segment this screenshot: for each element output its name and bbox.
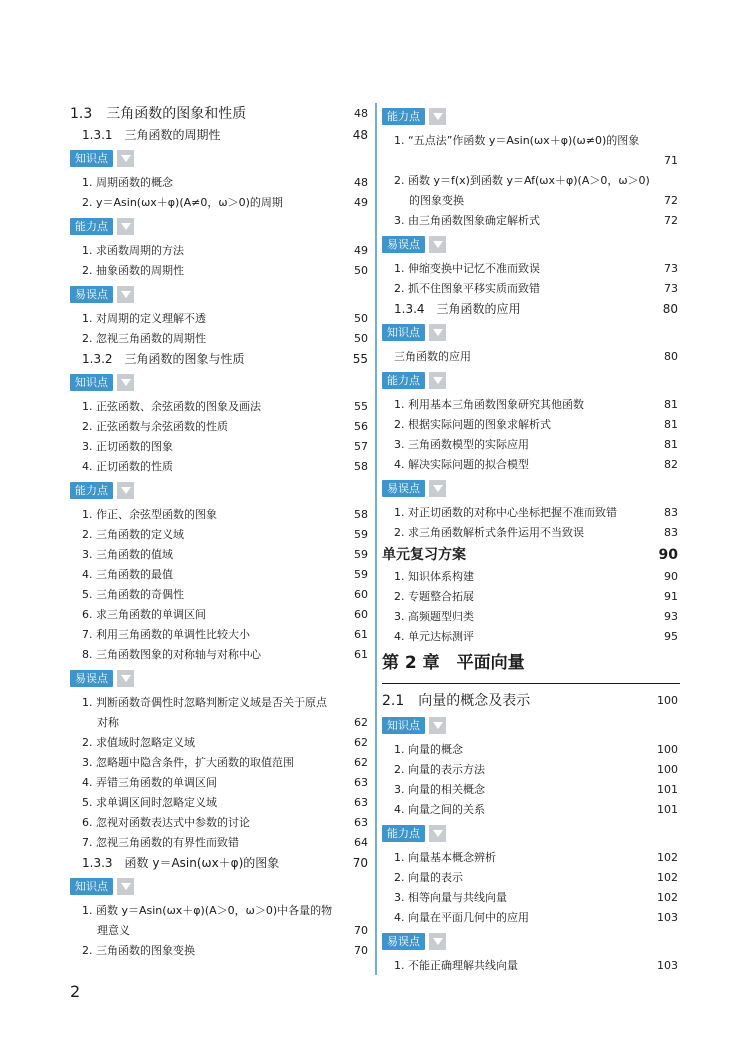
toc-entry-title: 4. 向量之间的关系 — [394, 803, 485, 816]
toc-entry-page: 100 — [657, 763, 678, 776]
toc-entry-page: 50 — [354, 312, 368, 325]
unit-heading[interactable] — [382, 543, 680, 567]
toc-entry-title: 4. 正切函数的性质 — [82, 460, 173, 473]
toc-entry[interactable] — [70, 605, 370, 625]
chapter-heading[interactable] — [382, 647, 680, 679]
toc-entry[interactable] — [382, 395, 680, 415]
toc-entry-page: 50 — [354, 264, 368, 277]
toc-entry-title: 4. 弄错三角函数的单调区间 — [82, 776, 217, 789]
section-tag-label: 易误点 — [382, 933, 425, 950]
toc-entry-page: 59 — [354, 568, 368, 581]
toc-entry-title: 理意义 — [97, 924, 130, 937]
toc-entry-title: 1. 向量的概念 — [394, 743, 463, 756]
toc-entry-title: 2. 专题整合拓展 — [394, 590, 474, 603]
section-tag-nengli — [382, 822, 680, 846]
toc-entry[interactable] — [382, 279, 680, 299]
subsection-heading[interactable] — [70, 853, 370, 873]
toc-entry-page: 81 — [664, 418, 678, 431]
toc-entry[interactable] — [70, 585, 370, 605]
toc-entry-page: 61 — [354, 628, 368, 641]
toc-entry-title: 8. 三角函数图象的对称轴与对称中心 — [82, 648, 261, 661]
toc-entry-page: 101 — [657, 803, 678, 816]
toc-entry[interactable] — [382, 627, 680, 647]
toc-entry-title: 4. 三角函数的最值 — [82, 568, 173, 581]
section-tag-yiwu — [382, 233, 680, 257]
chevron-down-icon — [429, 717, 446, 734]
toc-entry[interactable] — [70, 309, 370, 329]
toc-entry-page: 100 — [657, 694, 678, 707]
toc-entry-title: 2. 向量的表示方法 — [394, 763, 485, 776]
toc-entry[interactable] — [70, 625, 370, 645]
section-tag-label: 知识点 — [382, 324, 425, 341]
toc-entry-title: 3. 三角函数模型的实际应用 — [394, 438, 529, 451]
toc-entry-page: 70 — [352, 856, 368, 870]
toc-entry-title: 3. 正切函数的图象 — [82, 440, 173, 453]
toc-entry-page: 61 — [354, 648, 368, 661]
toc-entry-title: 7. 忽视三角函数的有界性而致错 — [82, 836, 239, 849]
toc-entry-page: 49 — [354, 196, 368, 209]
toc-entry-title: 2. 抽象函数的周期性 — [82, 264, 184, 277]
toc-entry-page: 102 — [657, 871, 678, 884]
toc-entry-page: 56 — [354, 420, 368, 433]
chevron-down-icon — [429, 372, 446, 389]
toc-entry[interactable] — [382, 455, 680, 475]
toc-entry-page: 58 — [354, 508, 368, 521]
toc-entry-page: 48 — [352, 128, 368, 142]
toc-entry-page: 90 — [664, 570, 678, 583]
toc-entry-title: 1. 判断函数奇偶性时忽略判断定义域是否关于原点 — [82, 696, 327, 709]
toc-entry[interactable] — [70, 693, 370, 713]
toc-entry-page: 72 — [664, 194, 678, 207]
toc-entry-page: 103 — [657, 959, 678, 972]
section-tag-yiwu — [70, 667, 370, 691]
toc-right-column — [382, 103, 680, 976]
toc-entry[interactable] — [70, 733, 370, 753]
toc-entry-title: 3. 三角函数的值域 — [82, 548, 173, 561]
toc-entry-page: 73 — [664, 262, 678, 275]
section-tag-nengli — [70, 479, 370, 503]
toc-entry-page: 62 — [354, 716, 368, 729]
toc-entry-page: 90 — [658, 547, 678, 563]
toc-entry-title: 3. 由三角函数图象确定解析式 — [394, 214, 540, 227]
toc-entry-page: 49 — [354, 244, 368, 257]
toc-entry[interactable] — [70, 793, 370, 813]
toc-entry-page: 70 — [354, 944, 368, 957]
toc-entry[interactable] — [382, 848, 680, 868]
toc-entry-title: 6. 忽视对函数表达式中参数的讨论 — [82, 816, 250, 829]
toc-entry[interactable] — [382, 523, 680, 543]
toc-entry-page: 59 — [354, 548, 368, 561]
section-tag-zhishi — [70, 371, 370, 395]
page-number: 2 — [70, 982, 81, 1001]
toc-entry[interactable] — [70, 565, 370, 585]
toc-entry-title: 1. 周期函数的概念 — [82, 176, 173, 189]
section-tag-nengli — [382, 369, 680, 393]
toc-entry-title: 5. 求单调区间时忽略定义域 — [82, 796, 217, 809]
section-tag-zhishi — [382, 714, 680, 738]
toc-entry-page: 59 — [354, 528, 368, 541]
toc-entry[interactable] — [382, 956, 680, 976]
toc-entry-page: 83 — [664, 526, 678, 539]
toc-entry[interactable] — [382, 435, 680, 455]
toc-entry[interactable] — [382, 800, 680, 820]
toc-entry-title: 2.1 向量的概念及表示 — [382, 693, 531, 709]
toc-entry[interactable] — [382, 503, 680, 523]
toc-entry-title: 4. 向量在平面几何中的应用 — [394, 911, 529, 924]
toc-entry[interactable] — [70, 833, 370, 853]
toc-entry-page: 71 — [664, 154, 678, 167]
section-tag-nengli — [70, 215, 370, 239]
section-tag-zhishi — [70, 875, 370, 899]
toc-entry-title: 2. 求值域时忽略定义域 — [82, 736, 195, 749]
section-tag-zhishi — [382, 321, 680, 345]
toc-entry[interactable] — [70, 457, 370, 477]
toc-entry-title: 4. 单元达标测评 — [394, 630, 474, 643]
toc-entry-title: 第 2 章 平面向量 — [382, 653, 525, 673]
toc-entry-title: 2. 正弦函数与余弦函数的性质 — [82, 420, 228, 433]
toc-entry[interactable] — [70, 397, 370, 417]
toc-entry-page: 50 — [354, 332, 368, 345]
toc-entry-continuation[interactable] — [382, 151, 680, 171]
toc-entry[interactable] — [382, 171, 680, 191]
section-tag-label: 易误点 — [382, 480, 425, 497]
chevron-down-icon — [429, 324, 446, 341]
toc-entry[interactable] — [382, 347, 680, 367]
toc-entry[interactable] — [70, 437, 370, 457]
section-heading[interactable] — [70, 103, 370, 125]
toc-entry[interactable] — [70, 901, 370, 921]
toc-entry-title: 4. 解决实际问题的拟合模型 — [394, 458, 529, 471]
toc-entry-title: 单元复习方案 — [382, 547, 466, 563]
toc-entry-title: 2. 向量的表示 — [394, 871, 463, 884]
toc-entry[interactable] — [70, 505, 370, 525]
toc-entry-title: 2. 三角函数的定义域 — [82, 528, 184, 541]
section-tag-label: 易误点 — [70, 286, 113, 303]
section-tag-label: 知识点 — [382, 717, 425, 734]
toc-entry[interactable] — [70, 813, 370, 833]
toc-entry-title: 2. 三角函数的图象变换 — [82, 944, 195, 957]
section-tag-label: 能力点 — [382, 108, 425, 125]
column-divider — [375, 103, 377, 975]
chevron-down-icon — [117, 878, 134, 895]
toc-entry[interactable] — [70, 545, 370, 565]
chevron-down-icon — [429, 933, 446, 950]
toc-entry-title: 1.3.1 三角函数的周期性 — [82, 128, 221, 142]
toc-entry-page: 48 — [354, 107, 368, 120]
toc-entry-title: 2. y＝Asin(ωx＋φ)(A≠0，ω＞0)的周期 — [82, 196, 283, 209]
chevron-down-icon — [117, 670, 134, 687]
toc-entry-page: 72 — [664, 214, 678, 227]
section-tag-yiwu — [382, 930, 680, 954]
toc-entry-continuation[interactable] — [70, 713, 370, 733]
section-tag-yiwu — [70, 283, 370, 307]
toc-entry[interactable] — [70, 773, 370, 793]
toc-entry-page: 102 — [657, 851, 678, 864]
toc-entry-page: 81 — [664, 438, 678, 451]
toc-entry[interactable] — [382, 607, 680, 627]
toc-entry-title: 2. 求三角函数解析式条件运用不当致误 — [394, 526, 584, 539]
section-tag-label: 知识点 — [70, 374, 113, 391]
toc-entry-title: 3. 忽略题中隐含条件，扩大函数的取值范围 — [82, 756, 294, 769]
toc-entry-title: 1. 利用基本三角函数图象研究其他函数 — [394, 398, 584, 411]
toc-entry[interactable] — [70, 753, 370, 773]
subsection-heading[interactable] — [70, 125, 370, 145]
toc-entry-page: 81 — [664, 398, 678, 411]
toc-entry-title: 1. 伸缩变换中记忆不准而致误 — [394, 262, 540, 275]
toc-entry-title: 1. 对周期的定义理解不透 — [82, 312, 206, 325]
toc-entry-page: 91 — [664, 590, 678, 603]
toc-entry-title: 3. 高频题型归类 — [394, 610, 474, 623]
toc-entry[interactable] — [382, 868, 680, 888]
toc-entry[interactable] — [70, 241, 370, 261]
toc-entry-title: 2. 函数 y＝f(x)到函数 y＝Af(ωx＋φ)(A＞0，ω＞0) — [394, 174, 650, 187]
toc-entry-title: 的图象变换 — [409, 194, 464, 207]
toc-entry-title: 1. 函数 y＝Asin(ωx＋φ)(A＞0，ω＞0)中各量的物 — [82, 904, 333, 917]
toc-entry-title: 3. 向量的相关概念 — [394, 783, 485, 796]
toc-entry[interactable] — [70, 645, 370, 665]
chevron-down-icon — [429, 480, 446, 497]
toc-entry[interactable] — [382, 567, 680, 587]
toc-entry[interactable] — [382, 780, 680, 800]
chevron-down-icon — [117, 218, 134, 235]
toc-entry-title: 1.3.2 三角函数的图象与性质 — [82, 352, 245, 366]
toc-entry[interactable] — [382, 415, 680, 435]
toc-entry[interactable] — [382, 760, 680, 780]
toc-entry-title: 2. 忽视三角函数的周期性 — [82, 332, 206, 345]
toc-entry-page: 100 — [657, 743, 678, 756]
section-tag-label: 能力点 — [70, 482, 113, 499]
toc-entry-title: 3. 相等向量与共线向量 — [394, 891, 507, 904]
toc-entry-page: 80 — [662, 302, 678, 316]
chevron-down-icon — [429, 825, 446, 842]
section-tag-nengli — [382, 105, 680, 129]
chevron-down-icon — [117, 150, 134, 167]
toc-entry[interactable] — [382, 131, 680, 151]
toc-entry[interactable] — [70, 261, 370, 281]
subsection-heading[interactable] — [70, 349, 370, 369]
section-tag-label: 知识点 — [70, 150, 113, 167]
toc-entry-title: 5. 三角函数的奇偶性 — [82, 588, 184, 601]
toc-entry-title: 1. 对正切函数的对称中心坐标把握不准而致错 — [394, 506, 617, 519]
toc-entry[interactable] — [70, 329, 370, 349]
section-heading[interactable] — [382, 690, 680, 712]
toc-entry[interactable] — [382, 908, 680, 928]
toc-entry-page: 62 — [354, 736, 368, 749]
section-tag-label: 知识点 — [70, 878, 113, 895]
chevron-down-icon — [117, 482, 134, 499]
chevron-down-icon — [117, 374, 134, 391]
toc-entry[interactable] — [382, 888, 680, 908]
toc-entry[interactable] — [70, 193, 370, 213]
toc-entry-page: 93 — [664, 610, 678, 623]
toc-entry-page: 83 — [664, 506, 678, 519]
toc-entry-page: 95 — [664, 630, 678, 643]
toc-entry-continuation[interactable] — [382, 191, 680, 211]
toc-entry-page: 62 — [354, 756, 368, 769]
toc-entry-page: 55 — [352, 352, 368, 366]
toc-left-column — [70, 103, 370, 961]
toc-entry[interactable] — [70, 525, 370, 545]
toc-entry[interactable] — [70, 173, 370, 193]
toc-entry-title: 三角函数的应用 — [394, 350, 471, 363]
section-tag-label: 能力点 — [382, 825, 425, 842]
toc-entry-continuation[interactable] — [70, 921, 370, 941]
toc-entry-title: 1. 求函数周期的方法 — [82, 244, 184, 257]
toc-entry-page: 64 — [354, 836, 368, 849]
toc-entry-title: 1.3.4 三角函数的应用 — [394, 302, 521, 316]
toc-entry-title: 对称 — [97, 716, 119, 729]
toc-entry-page: 73 — [664, 282, 678, 295]
toc-entry-page: 82 — [664, 458, 678, 471]
toc-entry-page: 101 — [657, 783, 678, 796]
section-tag-label: 易误点 — [382, 236, 425, 253]
toc-entry-page: 63 — [354, 796, 368, 809]
toc-entry-title: 2. 抓不住图象平移实质而致错 — [394, 282, 540, 295]
toc-entry-page: 48 — [354, 176, 368, 189]
toc-entry-page: 70 — [354, 924, 368, 937]
chevron-down-icon — [429, 236, 446, 253]
toc-entry-title: 1.3 三角函数的图象和性质 — [70, 106, 247, 122]
toc-entry[interactable] — [382, 740, 680, 760]
toc-entry-page: 63 — [354, 776, 368, 789]
toc-entry-title: 1. 作正、余弦型函数的图象 — [82, 508, 217, 521]
toc-entry-title: 1. 正弦函数、余弦函数的图象及画法 — [82, 400, 261, 413]
toc-entry-page: 103 — [657, 911, 678, 924]
toc-entry-page: 60 — [354, 608, 368, 621]
chapter-divider — [382, 683, 680, 684]
toc-entry-title: 1.3.3 函数 y＝Asin(ωx＋φ)的图象 — [82, 856, 280, 870]
toc-entry-page: 60 — [354, 588, 368, 601]
toc-entry-page: 80 — [664, 350, 678, 363]
section-tag-label: 能力点 — [70, 218, 113, 235]
toc-entry[interactable] — [70, 941, 370, 961]
toc-entry[interactable] — [382, 211, 680, 231]
toc-entry-page: 102 — [657, 891, 678, 904]
section-tag-label: 易误点 — [70, 670, 113, 687]
subsection-heading[interactable] — [382, 299, 680, 319]
toc-entry-page: 63 — [354, 816, 368, 829]
toc-entry[interactable] — [382, 259, 680, 279]
toc-entry-title: 1. 向量基本概念辨析 — [394, 851, 496, 864]
toc-entry-title: 1. “五点法”作函数 y＝Asin(ωx＋φ)(ω≠0)的图象 — [394, 134, 640, 147]
toc-entry-title: 1. 不能正确理解共线向量 — [394, 959, 518, 972]
toc-entry[interactable] — [70, 417, 370, 437]
toc-entry-title: 2. 根据实际问题的图象求解析式 — [394, 418, 551, 431]
toc-entry-title: 1. 知识体系构建 — [394, 570, 474, 583]
chevron-down-icon — [429, 108, 446, 125]
toc-entry-page: 55 — [354, 400, 368, 413]
toc-entry[interactable] — [382, 587, 680, 607]
toc-entry-title: 7. 利用三角函数的单调性比较大小 — [82, 628, 250, 641]
section-tag-zhishi — [70, 147, 370, 171]
section-tag-label: 能力点 — [382, 372, 425, 389]
chevron-down-icon — [117, 286, 134, 303]
toc-entry-page: 57 — [354, 440, 368, 453]
toc-entry-title: 6. 求三角函数的单调区间 — [82, 608, 206, 621]
section-tag-yiwu — [382, 477, 680, 501]
toc-entry-page: 58 — [354, 460, 368, 473]
